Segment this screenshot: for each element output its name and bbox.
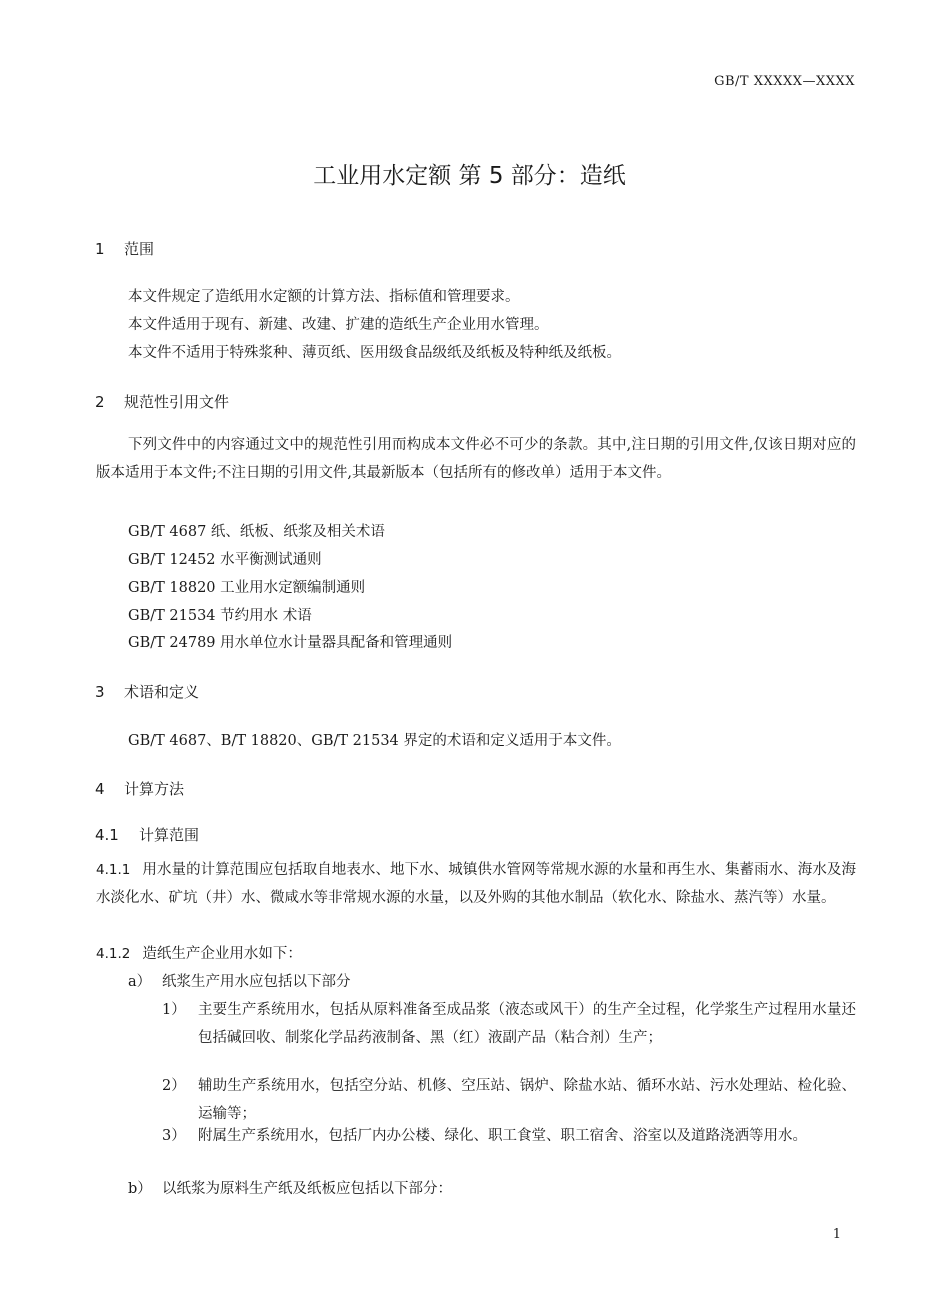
section-number: 4 — [95, 780, 105, 798]
clause-number: 4.1.2 — [96, 946, 131, 962]
subsection-number: 4.1 — [95, 826, 119, 844]
sub-item-3 — [162, 1122, 856, 1150]
section-title: 范围 — [124, 240, 155, 258]
page-number: 1 — [832, 1227, 841, 1242]
list-text: 纸浆生产用水应包括以下部分 — [162, 974, 351, 990]
paragraph: GB/T 4687、B/T 18820、GB/T 21534 界定的术语和定义适用于本文件。 — [128, 733, 621, 749]
reference-item: GB/T 12452 水平衡测试通则 — [128, 552, 322, 568]
paragraph: 本文件规定了造纸用水定额的计算方法、指标值和管理要求。 — [128, 289, 520, 305]
paragraph: 本文件不适用于特殊浆种、薄页纸、医用级食品级纸及纸板及特种纸及纸板。 — [128, 345, 621, 361]
section-2-heading — [95, 391, 229, 412]
sub-item-text: 附属生产系统用水，包括厂内办公楼、绿化、职工食堂、职工宿舍、浴室以及道路浇洒等用水。 — [198, 1128, 807, 1144]
section-3-heading — [95, 681, 199, 702]
clause-text: 用水量的计算范围应包括取自地表水、地下水、城镇供水管网等常规水源的水量和再生水、集蓄雨水、海水及海水淡化水、矿坑（井）水、微咸水等非常规水源的水量，以及外购的其他水制品（软化水、除盐水、蒸汽等）水量。 — [96, 862, 856, 906]
section-1-heading — [95, 238, 154, 259]
sub-item-label: 1） — [162, 1002, 186, 1018]
section-title: 术语和定义 — [124, 683, 200, 701]
section-number: 2 — [95, 393, 105, 411]
sub-item-2 — [162, 1072, 856, 1128]
list-item-b — [128, 1175, 452, 1203]
document-title: 工业用水定额 第 5 部分：造纸 — [313, 163, 626, 189]
list-label: a） — [128, 974, 152, 990]
standard-code: GB/T XXXXX—XXXX — [714, 74, 855, 89]
clause-number: 4.1.1 — [96, 862, 131, 878]
section-title: 规范性引用文件 — [124, 393, 230, 411]
reference-item: GB/T 4687 纸、纸板、纸浆及相关术语 — [128, 524, 385, 540]
sub-item-text: 辅助生产系统用水，包括空分站、机修、空压站、锅炉、除盐水站、循环水站、污水处理站、检化验、运输等； — [198, 1078, 856, 1122]
paragraph: 下列文件中的内容通过文中的规范性引用而构成本文件必不可少的条款。其中,注日期的引用文件,仅该日期对应的版本适用于本文件;不注日期的引用文件,其最新版本（包括所有的修改单）适用于本文件。 — [96, 437, 856, 481]
reference-item: GB/T 18820 工业用水定额编制通则 — [128, 580, 366, 596]
clause-4-1-2 — [96, 940, 856, 968]
list-text: 以纸浆为原料生产纸及纸板应包括以下部分： — [162, 1181, 452, 1197]
paragraph: 本文件适用于现有、新建、改建、扩建的造纸生产企业用水管理。 — [128, 317, 549, 333]
subsection-title: 计算范围 — [139, 826, 200, 844]
section-number: 3 — [95, 683, 105, 701]
reference-item: GB/T 24789 用水单位水计量器具配备和管理通则 — [128, 635, 453, 651]
section-4-heading — [95, 778, 184, 799]
list-label: b） — [128, 1181, 152, 1197]
subsection-4-1-heading — [95, 824, 199, 845]
sub-item-label: 3） — [162, 1128, 186, 1144]
section-title: 计算方法 — [124, 780, 185, 798]
list-item-a — [128, 968, 351, 996]
sub-item-text: 主要生产系统用水，包括从原料准备至成品浆（液态或风干）的生产全过程，化学浆生产过程用水量还包括碱回收、制浆化学品药液制备、黑（红）液副产品（粘合剂）生产； — [198, 1002, 856, 1046]
reference-item: GB/T 21534 节约用水 术语 — [128, 608, 312, 624]
clause-4-1-1 — [96, 856, 856, 912]
sub-item-1 — [162, 996, 856, 1052]
sub-item-label: 2） — [162, 1078, 186, 1094]
section-number: 1 — [95, 240, 105, 258]
clause-text: 造纸生产企业用水如下： — [142, 946, 302, 962]
